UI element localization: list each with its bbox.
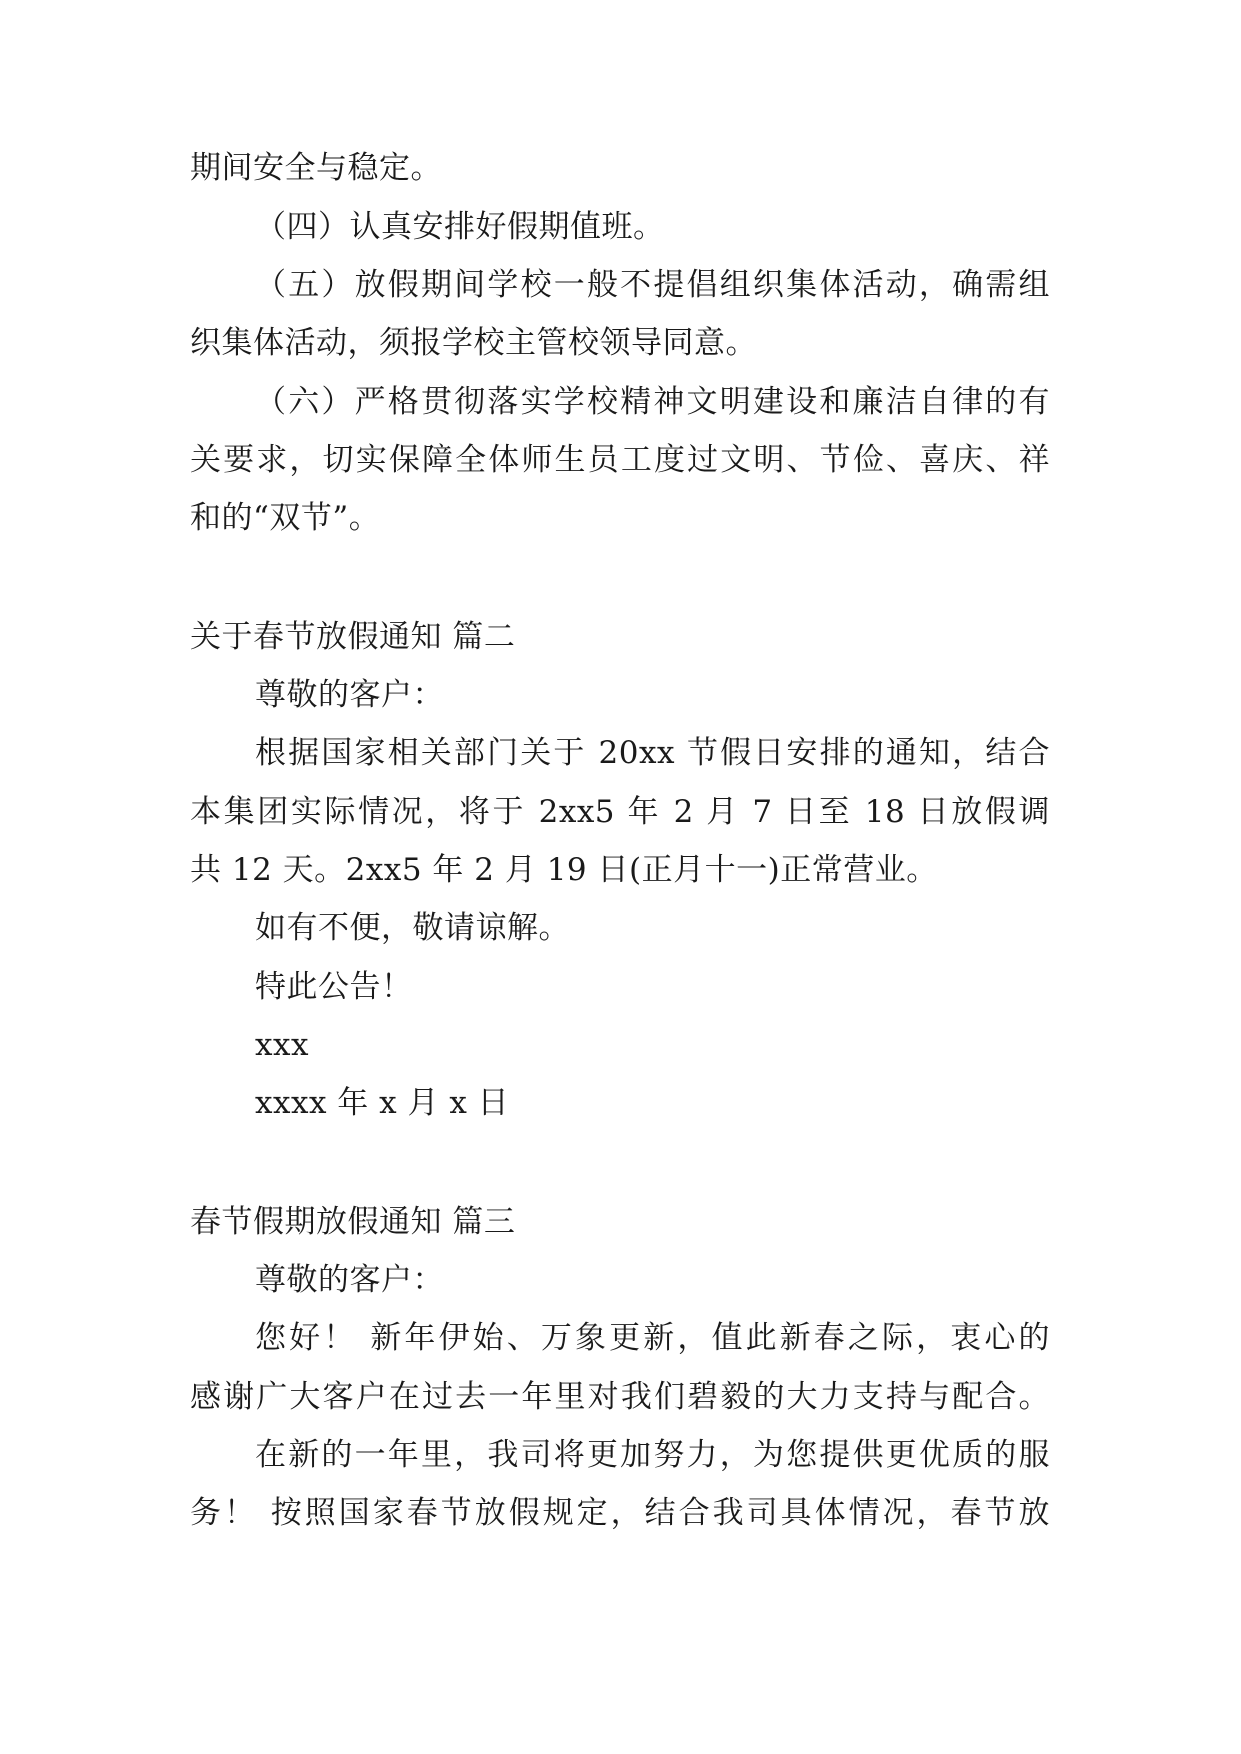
section-heading: 春节假期放假通知 篇三 — [190, 1204, 516, 1240]
paragraph-line: 本集团实际情况，将于 2xx5 年 2 月 7 日至 18 日放假调 — [190, 794, 1050, 830]
paragraph-line: （六）严格贯彻落实学校精神文明建设和廉洁自律的有 — [255, 384, 1050, 420]
paragraph-line: 期间安全与稳定。 — [190, 150, 442, 186]
paragraph-line: 在新的一年里，我司将更加努力，为您提供更优质的服 — [255, 1437, 1050, 1473]
section-heading: 关于春节放假通知 篇二 — [190, 619, 516, 655]
salutation: 尊敬的客户： — [255, 1262, 444, 1298]
paragraph-line: 共 12 天。2xx5 年 2 月 19 日(正月十一)正常营业。 — [190, 852, 938, 888]
paragraph-line: （五）放假期间学校一般不提倡组织集体活动，确需组 — [255, 267, 1050, 303]
paragraph-line: 感谢广大客户在过去一年里对我们碧毅的大力支持与配合。 — [190, 1379, 1050, 1415]
signature: xxx — [255, 1027, 309, 1063]
paragraph-line: 关要求，切实保障全体师生员工度过文明、节俭、喜庆、祥 — [190, 442, 1050, 478]
paragraph-line: 如有不便，敬请谅解。 — [255, 910, 570, 946]
paragraph-line: 根据国家相关部门关于 20xx 节假日安排的通知，结合 — [255, 735, 1050, 771]
paragraph-line: 特此公告！ — [255, 969, 413, 1005]
paragraph-line: 务！ 按照国家春节放假规定，结合我司具体情况，春节放 — [190, 1495, 1050, 1531]
paragraph-line: 您好！ 新年伊始、万象更新，值此新春之际，衷心的 — [255, 1320, 1050, 1356]
paragraph-line: （四）认真安排好假期值班。 — [255, 209, 665, 245]
paragraph-line: 织集体活动，须报学校主管校领导同意。 — [190, 325, 757, 361]
paragraph-line: 和的“双节”。 — [190, 500, 381, 536]
date-line: xxxx 年 x 月 x 日 — [255, 1085, 510, 1121]
salutation: 尊敬的客户： — [255, 677, 444, 713]
